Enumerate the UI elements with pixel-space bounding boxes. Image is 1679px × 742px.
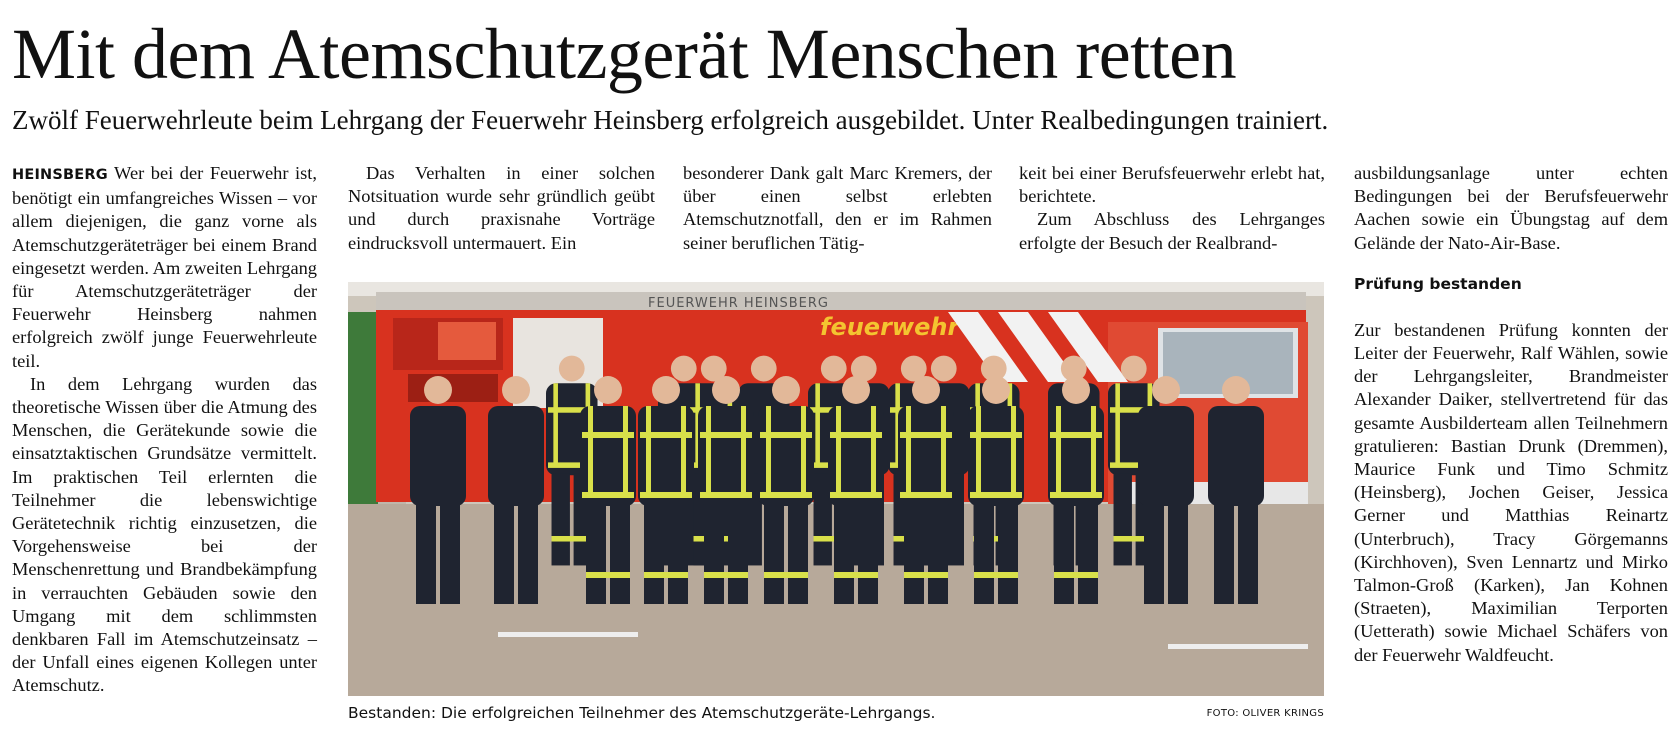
paragraph-5: keit bei einer Berufsfeuerwehr erlebt hat, berichtete. [1019, 163, 1325, 207]
headline: Mit dem Atemschutzgerät Menschen retten [12, 14, 1237, 94]
paragraph-7: ausbildungsanlage unter echten Bedingungen bei der Berufsfeuerwehr Aachen sowie ein Übungstag auf dem Gelände der Nato-Air-Base. [1354, 163, 1668, 253]
group-photo-illustration [348, 282, 1324, 696]
dateline: HEINSBERG [12, 167, 108, 183]
paragraph-3: Das Verhalten in einer solchen Notsituation wurde sehr gründlich geübt und durch praxisnahe Vorträge eindrucksvoll untermauert. Ein [348, 163, 655, 253]
paragraph-4: besonderer Dank galt Marc Kremers, der über einen selbst erlebten Atemschutznotfall, den er im Rahmen seiner beruflichen Tätig- [683, 163, 992, 253]
article-column-1 [12, 162, 317, 698]
article-column-5 [1354, 162, 1668, 667]
photo-caption: Bestanden: Die erfolgreichen Teilnehmer des Atemschutzgeräte-Lehrgangs. [348, 704, 936, 722]
paragraph-6: Zum Abschluss des Lehrganges erfolgte der Besuch der Realbrand- [1019, 209, 1325, 253]
group-photo [348, 282, 1324, 696]
section-subhead: Prüfung bestanden [1354, 274, 1522, 293]
paragraph-2: In dem Lehrgang wurden das theoretische Wissen über die Atmung des Menschen, die Gerätekunde sowie die einsatztaktischen Grundsätze vermittelt. Im praktischen Teil erlernten die Teilnehmer die lebenswichtige Gerätetechnik richtig einzusetzen, die Vorgehensweise bei der Menschenrettung und Brandbekämpfung in verrauchten Gebäuden sowie den Umgang mit dem schlimmsten denkbaren Fall im Atemschutzeinsatz – der Unfall eines eigenen Kollegen unter Atemschutz. [12, 373, 317, 696]
paragraph-1: HEINSBERG Wer bei der Feuerwehr ist, benötigt ein umfangreiches Wissen – vor allem diejenigen, die ganz vorne als Atemschutzgeräteträger bei einem Brand eingesetzt werden. Am zweiten Lehrgang für Atemschutzgeräteträger der Feuerwehr Heinsberg nahmen erfolgreich zwölf junge Feuerwehrleute teil. [12, 163, 317, 371]
article-column-4 [1019, 162, 1325, 255]
paragraph-8: Zur bestandenen Prüfung konnten der Leiter der Feuerwehr, Ralf Wählen, sowie der Lehrgangsleiter, Brandmeister Alexander Daiker, stellvertretend für das gesamte Ausbilderteam allen Teilnehmern gratulieren: Bastian Drunk (Dremmen), Maurice Funk und Timo Schmitz (Heinsberg), Jochen Geiser, Jessica Gerner und Matthias Reinartz (Unterbruch), Tracy Görgemanns (Kirchhoven), Sven Lennartz und Mirko Talmon-Groß (Karken), Jan Kohnen (Straeten), Maximilian Terporten (Uetterath) sowie Michael Schäfers von der Feuerwehr Waldfeucht. [1354, 319, 1668, 665]
svg-text:FEUERWEHR HEINSBERG: FEUERWEHR HEINSBERG [648, 296, 829, 311]
svg-text:feuerwehr: feuerwehr [820, 313, 960, 341]
photo-credit: FOTO: OLIVER KRINGS [1206, 708, 1324, 719]
article-column-3 [683, 162, 992, 255]
article-column-2 [348, 162, 655, 255]
subheadline: Zwölf Feuerwehrleute beim Lehrgang der Feuerwehr Heinsberg erfolgreich ausgebildet. Unter Realbedingungen trainiert. [12, 105, 1329, 135]
